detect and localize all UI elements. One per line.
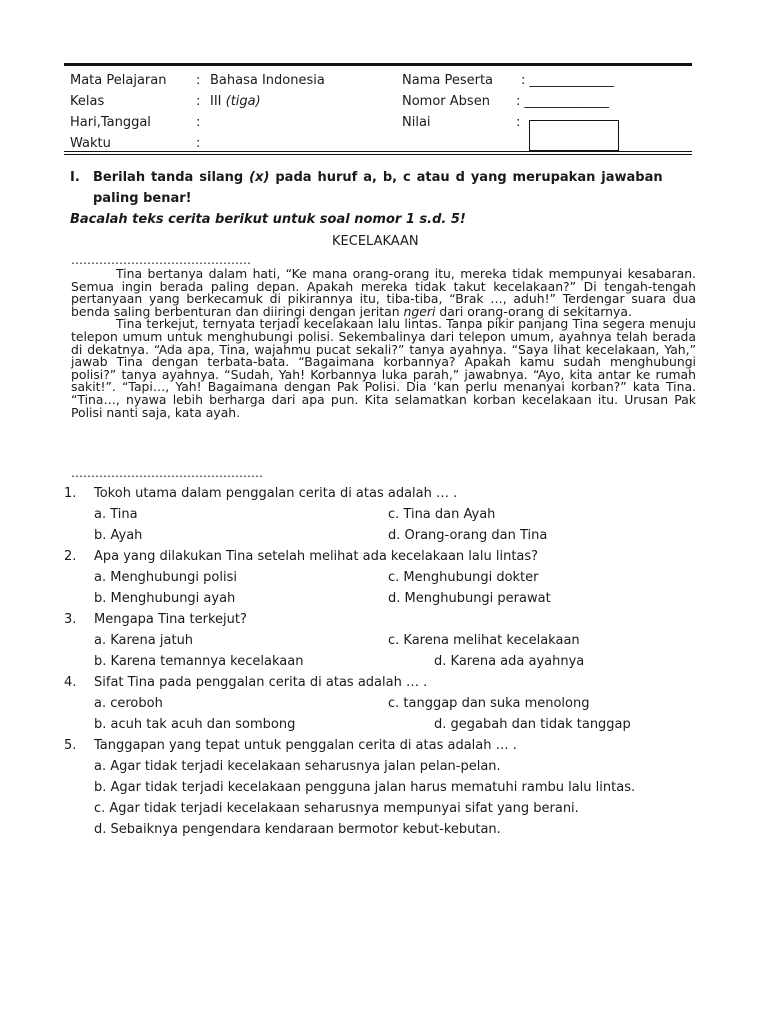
question-number: 5. — [64, 738, 77, 753]
label-hari-tanggal: Hari,Tanggal — [70, 115, 151, 130]
question-text: Mengapa Tina terkejut? — [94, 612, 247, 627]
field-nomor-absen[interactable]: : _____________ — [516, 94, 610, 109]
header-top-rule — [64, 63, 692, 66]
label-kelas: Kelas — [70, 94, 105, 109]
option-d[interactable]: d. gegabah dan tidak tanggap — [434, 717, 631, 732]
instruction-line-1: Berilah tanda silang (x) pada huruf a, b, c atau d yang merupakan jawaban — [93, 170, 663, 185]
colon: : — [196, 136, 201, 151]
section-number: I. — [70, 170, 80, 185]
option-b[interactable]: b. acuh tak acuh dan sombong — [94, 717, 296, 732]
option-c[interactable]: c. Agar tidak terjadi kecelakaan seharusnya mempunyai sifat yang berani. — [94, 801, 579, 816]
option-d[interactable]: d. Orang-orang dan Tina — [388, 528, 548, 543]
option-c[interactable]: c. Tina dan Ayah — [388, 507, 496, 522]
label-mata-pelajaran: Mata Pelajaran — [70, 73, 167, 88]
option-b[interactable]: b. Agar tidak terjadi kecelakaan pengguna jalan harus mematuhi rambu lalu lintas. — [94, 780, 636, 795]
option-a[interactable]: a. Menghubungi polisi — [94, 570, 237, 585]
label-nilai: Nilai — [402, 115, 431, 130]
question-text: Apa yang dilakukan Tina setelah melihat ada kecelakaan lalu lintas? — [94, 549, 539, 564]
question-text: Sifat Tina pada penggalan cerita di atas adalah … . — [94, 675, 428, 690]
story-dots-top: ……………………………………… — [71, 253, 251, 267]
question-number: 2. — [64, 549, 77, 564]
option-a[interactable]: a. ceroboh — [94, 696, 163, 711]
story-paragraph-1: Tina bertanya dalam hati, “Ke mana orang-orang itu, mereka tidak mempunyai kesabaran. Semua ingin berada paling depan. Apakah mereka tidak takut kecelakaan?” Di tengah-tengah pertanyaan yang berkecamuk di pikirannya itu, tiba-tiba, “Brak …, aduh!” Terdengar suara dua benda saling berbenturan dan diiringi dengan jeritan ngeri dari orang-orang di sekitarnya. — [71, 266, 696, 319]
option-d[interactable]: d. Sebaiknya pengendara kendaraan bermotor kebut-kebutan. — [94, 822, 501, 837]
label-waktu: Waktu — [70, 136, 111, 151]
story-paragraph-2: Tina terkejut, ternyata terjadi kecelakaan lalu lintas. Tanpa pikir panjang Tina segera menuju telepon umum untuk menghubungi polisi. Sekembalinya dari telepon umum, ayahnya telah berada di dekatnya. “Ada apa, Tina, wajahmu pucat sekali?” tanya ayahnya. “Saya lihat kecelakaan, Yah,” jawab Tina dengan terbata-bata. “Bagaimana korbannya? Apakah kamu sudah menghubungi polisi?” tanya ayahnya. “Sudah, Yah! Korbannya luka parah,” jawabnya. “Ayo, kita antar ke rumah sakit!”. “Tapi…, Yah! Bagaimana dengan Pak Polisi. Dia ‘kan perlu menanyai korban?” kata Tina. “Tina…, nyawa lebih berharga dari apa pun. Kita selamatkan korban kecelakaan itu. Urusan Pak Polisi nanti saja, kata ayah. — [71, 316, 696, 420]
option-c[interactable]: c. tanggap dan suka menolong — [388, 696, 590, 711]
header-bottom-rule-2 — [64, 154, 692, 155]
instruction-line-2: paling benar! — [93, 191, 192, 206]
question-number: 3. — [64, 612, 77, 627]
reading-instruction: Bacalah teks cerita berikut untuk soal nomor 1 s.d. 5! — [70, 212, 466, 227]
option-a[interactable]: a. Karena jatuh — [94, 633, 194, 648]
colon: : — [196, 73, 201, 88]
nilai-box[interactable] — [529, 120, 619, 151]
colon: : — [196, 115, 201, 130]
option-c[interactable]: c. Karena melihat kecelakaan — [388, 633, 580, 648]
header-bottom-rule — [64, 151, 692, 152]
option-b[interactable]: b. Ayah — [94, 528, 143, 543]
option-b[interactable]: b. Karena temannya kecelakaan — [94, 654, 304, 669]
label-nomor-absen: Nomor Absen — [402, 94, 490, 109]
option-b[interactable]: b. Menghubungi ayah — [94, 591, 236, 606]
colon: : — [196, 94, 201, 109]
option-c[interactable]: c. Menghubungi dokter — [388, 570, 539, 585]
option-d[interactable]: d. Menghubungi perawat — [388, 591, 551, 606]
question-text: Tokoh utama dalam penggalan cerita di atas adalah … . — [94, 486, 458, 501]
colon-nilai: : — [516, 115, 521, 130]
value-kelas: III (tiga) — [210, 94, 261, 109]
question-text: Tanggapan yang tepat untuk penggalan cerita di atas adalah … . — [94, 738, 517, 753]
story-text — [71, 268, 696, 419]
field-nama-peserta[interactable]: : _____________ — [521, 73, 615, 88]
option-a[interactable]: a. Agar tidak terjadi kecelakaan seharusnya jalan pelan-pelan. — [94, 759, 501, 774]
label-nama-peserta: Nama Peserta — [402, 73, 494, 88]
value-mata-pelajaran: Bahasa Indonesia — [210, 73, 325, 88]
story-title: KECELAKAAN — [332, 234, 419, 249]
option-a[interactable]: a. Tina — [94, 507, 138, 522]
option-d[interactable]: d. Karena ada ayahnya — [434, 654, 585, 669]
story-dots-bottom: ………………………………………… — [71, 466, 263, 480]
question-number: 1. — [64, 486, 77, 501]
question-number: 4. — [64, 675, 77, 690]
